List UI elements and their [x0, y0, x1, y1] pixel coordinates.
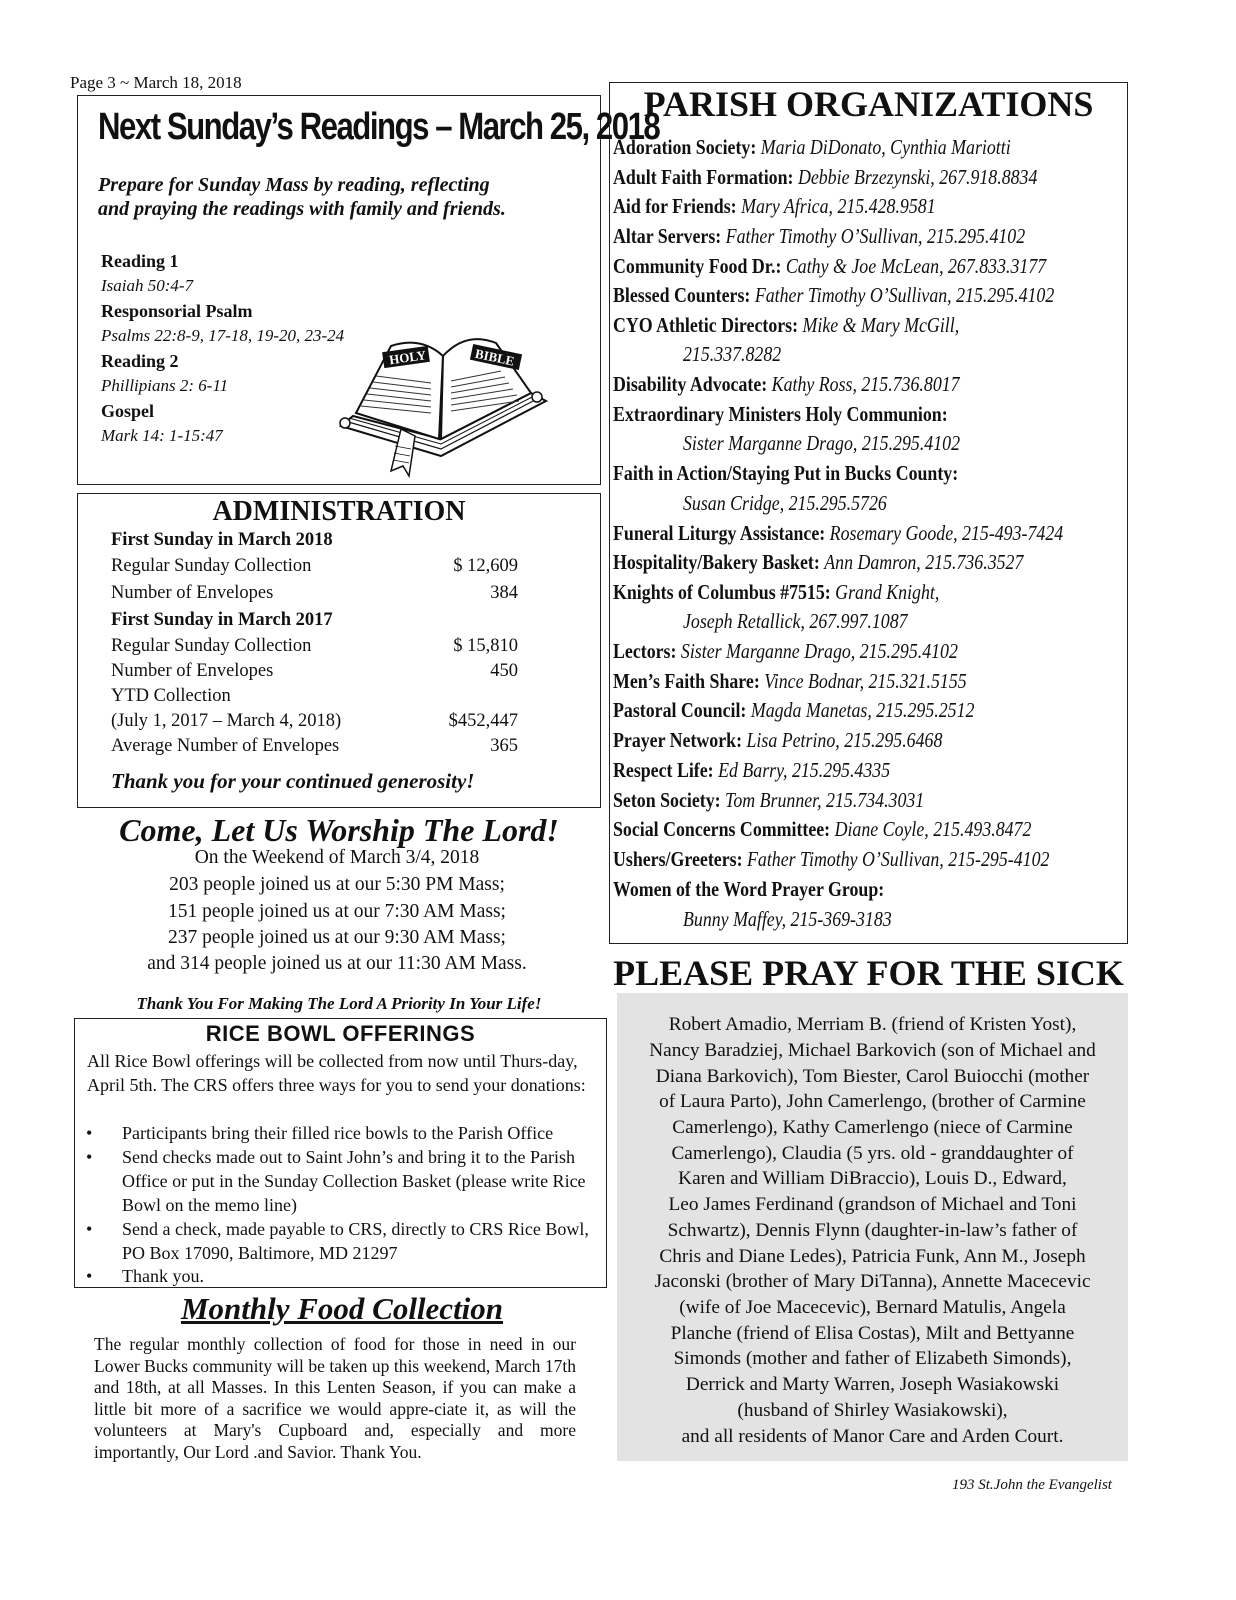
- reading-reference: Psalms 22:8-9, 17-18, 19-20, 23-24: [101, 326, 345, 345]
- worship-line: 151 people joined us at our 7:30 AM Mass;: [168, 901, 506, 922]
- reading-label: Reading 1: [101, 251, 179, 271]
- org-entry: [613, 194, 936, 219]
- readings-title: Next Sunday’s Readings – March 25, 2018: [98, 106, 660, 148]
- readings-intro: [98, 173, 578, 221]
- sick-list-line: Planche (friend of Elisa Costas), Milt and Bettyanne: [670, 1323, 1075, 1344]
- readings-intro-line: and praying the readings with family and friends.: [98, 198, 506, 220]
- org-contact-continued: Susan Cridge, 215.295.5726: [683, 491, 887, 515]
- admin-heading: First Sunday in March 2018: [111, 530, 333, 550]
- bullet-icon: •: [86, 1219, 93, 1239]
- org-name: Prayer Network:: [613, 728, 743, 752]
- rice-bowl-title: RICE BOWL OFFERINGS: [205, 1021, 476, 1046]
- list-item-text: Participants bring their filled rice bowls to the Parish Office: [122, 1123, 554, 1143]
- list-item: [86, 1145, 602, 1217]
- admin-heading: First Sunday in March 2017: [111, 610, 333, 630]
- org-name: Respect Life:: [613, 758, 714, 782]
- org-entry: [613, 313, 959, 338]
- org-contact: Mike & Mary McGill,: [802, 313, 960, 337]
- admin-label: Average Number of Envelopes: [111, 736, 340, 756]
- org-name: Altar Servers:: [613, 224, 722, 248]
- org-contact: Ed Barry, 215.295.4335: [718, 758, 891, 782]
- org-name: Extraordinary Ministers Holy Communion:: [613, 402, 948, 426]
- org-entry: [613, 461, 958, 486]
- org-contact: Father Timothy O’Sullivan, 215.295.4102: [725, 224, 1026, 248]
- org-entry: [613, 254, 1046, 279]
- sick-list: [617, 993, 1128, 1461]
- rice-bowl-section: [74, 1018, 607, 1288]
- org-name: Social Concerns Committee:: [613, 817, 831, 841]
- reading-label: Gospel: [101, 401, 155, 421]
- worship-line: On the Weekend of March 3/4, 2018: [194, 847, 480, 868]
- bullet-icon: •: [86, 1123, 93, 1143]
- admin-label: Regular Sunday Collection: [111, 556, 312, 576]
- org-name: Men’s Faith Share:: [613, 669, 760, 693]
- worship-thanks: Thank You For Making The Lord A Priority In Your Life!: [136, 994, 542, 1013]
- org-contact: Sister Marganne Drago, 215.295.4102: [680, 639, 958, 663]
- admin-label: Number of Envelopes: [111, 661, 274, 681]
- list-item-text: Thank you.: [122, 1266, 204, 1286]
- org-entry: [613, 758, 890, 783]
- org-contact: Grand Knight,: [835, 580, 940, 604]
- org-entry: [613, 283, 1054, 308]
- org-name: Lectors:: [613, 639, 677, 663]
- org-entry: [613, 847, 1049, 872]
- org-contact: Rosemary Goode, 215-493-7424: [829, 521, 1064, 545]
- org-entry: [613, 817, 1031, 842]
- org-contact: Father Timothy O’Sullivan, 215.295.4102: [754, 283, 1055, 307]
- readings-intro-line: Prepare for Sunday Mass by reading, reflecting: [98, 174, 490, 196]
- org-name: Knights of Columbus #7515:: [613, 580, 831, 604]
- org-contact: Maria DiDonato, Cynthia Mariotti: [760, 135, 1011, 159]
- org-name: Adoration Society:: [613, 135, 757, 159]
- org-contact: Debbie Brzezynski, 267.918.8834: [797, 165, 1038, 189]
- list-item: [86, 1264, 602, 1288]
- sick-list-line: (wife of Joe Macecevic), Bernard Matulis, Angela: [679, 1297, 1066, 1318]
- org-contact: Tom Brunner, 215.734.3031: [725, 788, 925, 812]
- org-entry: [613, 877, 884, 902]
- sick-list-line: Nancy Baradziej, Michael Barkovich (son of Michael and: [649, 1040, 1096, 1061]
- reading-reference: Mark 14: 1-15:47: [101, 426, 223, 445]
- admin-value: $ 12,609: [453, 556, 518, 576]
- org-entry: [613, 521, 1063, 546]
- sick-list-line: Camerlengo), Claudia (5 yrs. old - granddaughter of: [671, 1143, 1074, 1164]
- holy-bible-illustration: [331, 321, 556, 481]
- sick-list-line: Camerlengo), Kathy Camerlengo (niece of Carmine: [672, 1117, 1073, 1138]
- org-name: Pastoral Council:: [613, 698, 747, 722]
- org-contact-continued: Joseph Retallick, 267.997.1087: [683, 609, 908, 633]
- org-entry: [613, 728, 942, 753]
- org-entry: [613, 788, 924, 813]
- bible-cover-text: HOLY: [388, 347, 428, 368]
- admin-value: 450: [490, 661, 518, 681]
- food-collection-body: The regular monthly collection of food for those in need in our Lower Bucks community will be taken up this weekend, March 17th and 18th, at all Masses. In this Lenten Season, if you can make a little bit more of a sacrifice we would appre-ciate it, as will the volunteers at Mary's Cupboard and, especially and more importantly, Our Lord .and Savior. Thank You.: [94, 1334, 576, 1462]
- org-name: Funeral Liturgy Assistance:: [613, 521, 826, 545]
- sick-list-line: of Laura Parto), John Camerlengo, (brother of Carmine: [659, 1091, 1086, 1112]
- org-name: Faith in Action/Staying Put in Bucks County:: [613, 461, 959, 485]
- org-entry: [613, 639, 958, 664]
- org-name: Seton Society:: [613, 788, 721, 812]
- admin-value: $452,447: [448, 711, 518, 731]
- sick-list-line: Diana Barkovich), Tom Biester, Carol Buiocchi (mother: [655, 1066, 1090, 1087]
- org-entry: [613, 550, 1023, 575]
- org-entry: [613, 224, 1025, 249]
- worship-line: and 314 people joined us at our 11:30 AM Mass.: [147, 953, 527, 974]
- reading-reference: Phillipians 2: 6-11: [101, 376, 229, 395]
- admin-label: Regular Sunday Collection: [111, 636, 312, 656]
- org-name: Ushers/Greeters:: [613, 847, 743, 871]
- rice-bowl-intro: All Rice Bowl offerings will be collected from now until Thurs-day, April 5th. The CRS offers three ways for you to send your donations:: [87, 1051, 586, 1095]
- org-contact: Cathy & Joe McLean, 267.833.3177: [785, 254, 1047, 278]
- org-contact: Ann Damron, 215.736.3527: [824, 550, 1024, 574]
- org-name: Aid for Friends:: [613, 194, 737, 218]
- org-name: Disability Advocate:: [613, 372, 768, 396]
- sick-list-line: Schwartz), Dennis Flynn (daughter-in-law’s father of: [667, 1220, 1078, 1241]
- bullet-icon: •: [86, 1147, 93, 1167]
- readings-section: [77, 95, 660, 485]
- reading-label: Reading 2: [101, 351, 179, 371]
- food-collection-title: Monthly Food Collection: [180, 1291, 504, 1326]
- org-entry: [613, 372, 960, 397]
- org-contact-continued: 215.337.8282: [683, 342, 782, 366]
- parish-organizations-section: [609, 82, 1128, 944]
- sick-list-line: Leo James Ferdinand (grandson of Michael and Toni: [668, 1194, 1077, 1215]
- list-item-text: Send a check, made payable to CRS, directly to CRS Rice Bowl, PO Box 17090, Baltimore, MD 21297: [122, 1219, 589, 1263]
- org-entry: [613, 135, 1011, 160]
- sick-list-line: Simonds (mother and father of Elizabeth Simonds),: [673, 1348, 1072, 1369]
- reading-label: Responsorial Psalm: [101, 301, 253, 321]
- org-entry: [613, 669, 967, 694]
- administration-section: [77, 493, 601, 808]
- bible-cover-text: BIBLE: [473, 345, 516, 369]
- org-name: Women of the Word Prayer Group:: [613, 877, 885, 901]
- sick-list-line: (husband of Shirley Wasiakowski),: [737, 1400, 1008, 1421]
- org-contact-continued: Bunny Maffey, 215-369-3183: [683, 907, 892, 931]
- page-header: Page 3 ~ March 18, 2018: [70, 73, 242, 92]
- worship-title: Come, Let Us Worship The Lord!: [119, 812, 559, 848]
- org-entry: [613, 402, 948, 427]
- org-entry: [613, 165, 1037, 190]
- list-item-text: Send checks made out to Saint John’s and bring it to the Parish Office or put in the Sunday Collection Basket (please write Rice Bowl on the memo line): [122, 1147, 586, 1215]
- org-contact: Vince Bodnar, 215.321.5155: [764, 669, 967, 693]
- sick-list-line: and all residents of Manor Care and Arden Court.: [681, 1426, 1064, 1447]
- org-name: Adult Faith Formation:: [613, 165, 794, 189]
- page-footer: 193 St.John the Evangelist: [952, 1477, 1112, 1493]
- bullet-icon: •: [86, 1266, 93, 1286]
- sick-list-line: Robert Amadio, Merriam B. (friend of Kristen Yost),: [668, 1014, 1077, 1035]
- admin-label: YTD Collection: [111, 686, 231, 706]
- sick-list-title: PLEASE PRAY FOR THE SICK: [613, 953, 1124, 993]
- org-name: CYO Athletic Directors:: [613, 313, 799, 337]
- org-contact-continued: Sister Marganne Drago, 215.295.4102: [683, 431, 961, 455]
- admin-thanks: Thank you for your continued generosity!: [111, 769, 475, 793]
- sick-list-line: Chris and Diane Ledes), Patricia Funk, Ann M., Joseph: [659, 1246, 1086, 1267]
- org-contact: Magda Manetas, 215.295.2512: [750, 698, 975, 722]
- admin-label: (July 1, 2017 – March 4, 2018): [111, 711, 342, 731]
- org-contact: Kathy Ross, 215.736.8017: [771, 372, 960, 396]
- org-contact: Father Timothy O’Sullivan, 215-295-4102: [746, 847, 1050, 871]
- list-item: [86, 1121, 602, 1145]
- list-item: [86, 1217, 602, 1265]
- org-contact: Lisa Petrino, 215.295.6468: [746, 728, 943, 752]
- org-entry: [613, 698, 974, 723]
- org-contact: Mary Africa, 215.428.9581: [741, 194, 936, 218]
- sick-list-line: Derrick and Marty Warren, Joseph Wasiakowski: [685, 1374, 1060, 1395]
- org-name: Blessed Counters:: [613, 283, 751, 307]
- worship-line: 203 people joined us at our 5:30 PM Mass;: [169, 874, 505, 895]
- org-name: Hospitality/Bakery Basket:: [613, 550, 820, 574]
- worship-line: 237 people joined us at our 9:30 AM Mass;: [168, 927, 506, 948]
- sick-list-line: Karen and William DiBraccio), Louis D., Edward,: [678, 1168, 1067, 1189]
- admin-label: Number of Envelopes: [111, 583, 274, 603]
- admin-value: $ 15,810: [453, 636, 518, 656]
- parish-organizations-title: PARISH ORGANIZATIONS: [643, 84, 1094, 124]
- reading-reference: Isaiah 50:4-7: [101, 276, 194, 295]
- sick-list-line: Jaconski (brother of Mary DiTanna), Annette Macecevic: [654, 1271, 1091, 1292]
- admin-value: 384: [490, 583, 518, 603]
- org-entry: [613, 580, 939, 605]
- org-contact: Diane Coyle, 215.493.8472: [834, 817, 1032, 841]
- org-name: Community Food Dr.:: [613, 254, 782, 278]
- admin-value: 365: [490, 736, 518, 756]
- administration-title: ADMINISTRATION: [212, 496, 466, 527]
